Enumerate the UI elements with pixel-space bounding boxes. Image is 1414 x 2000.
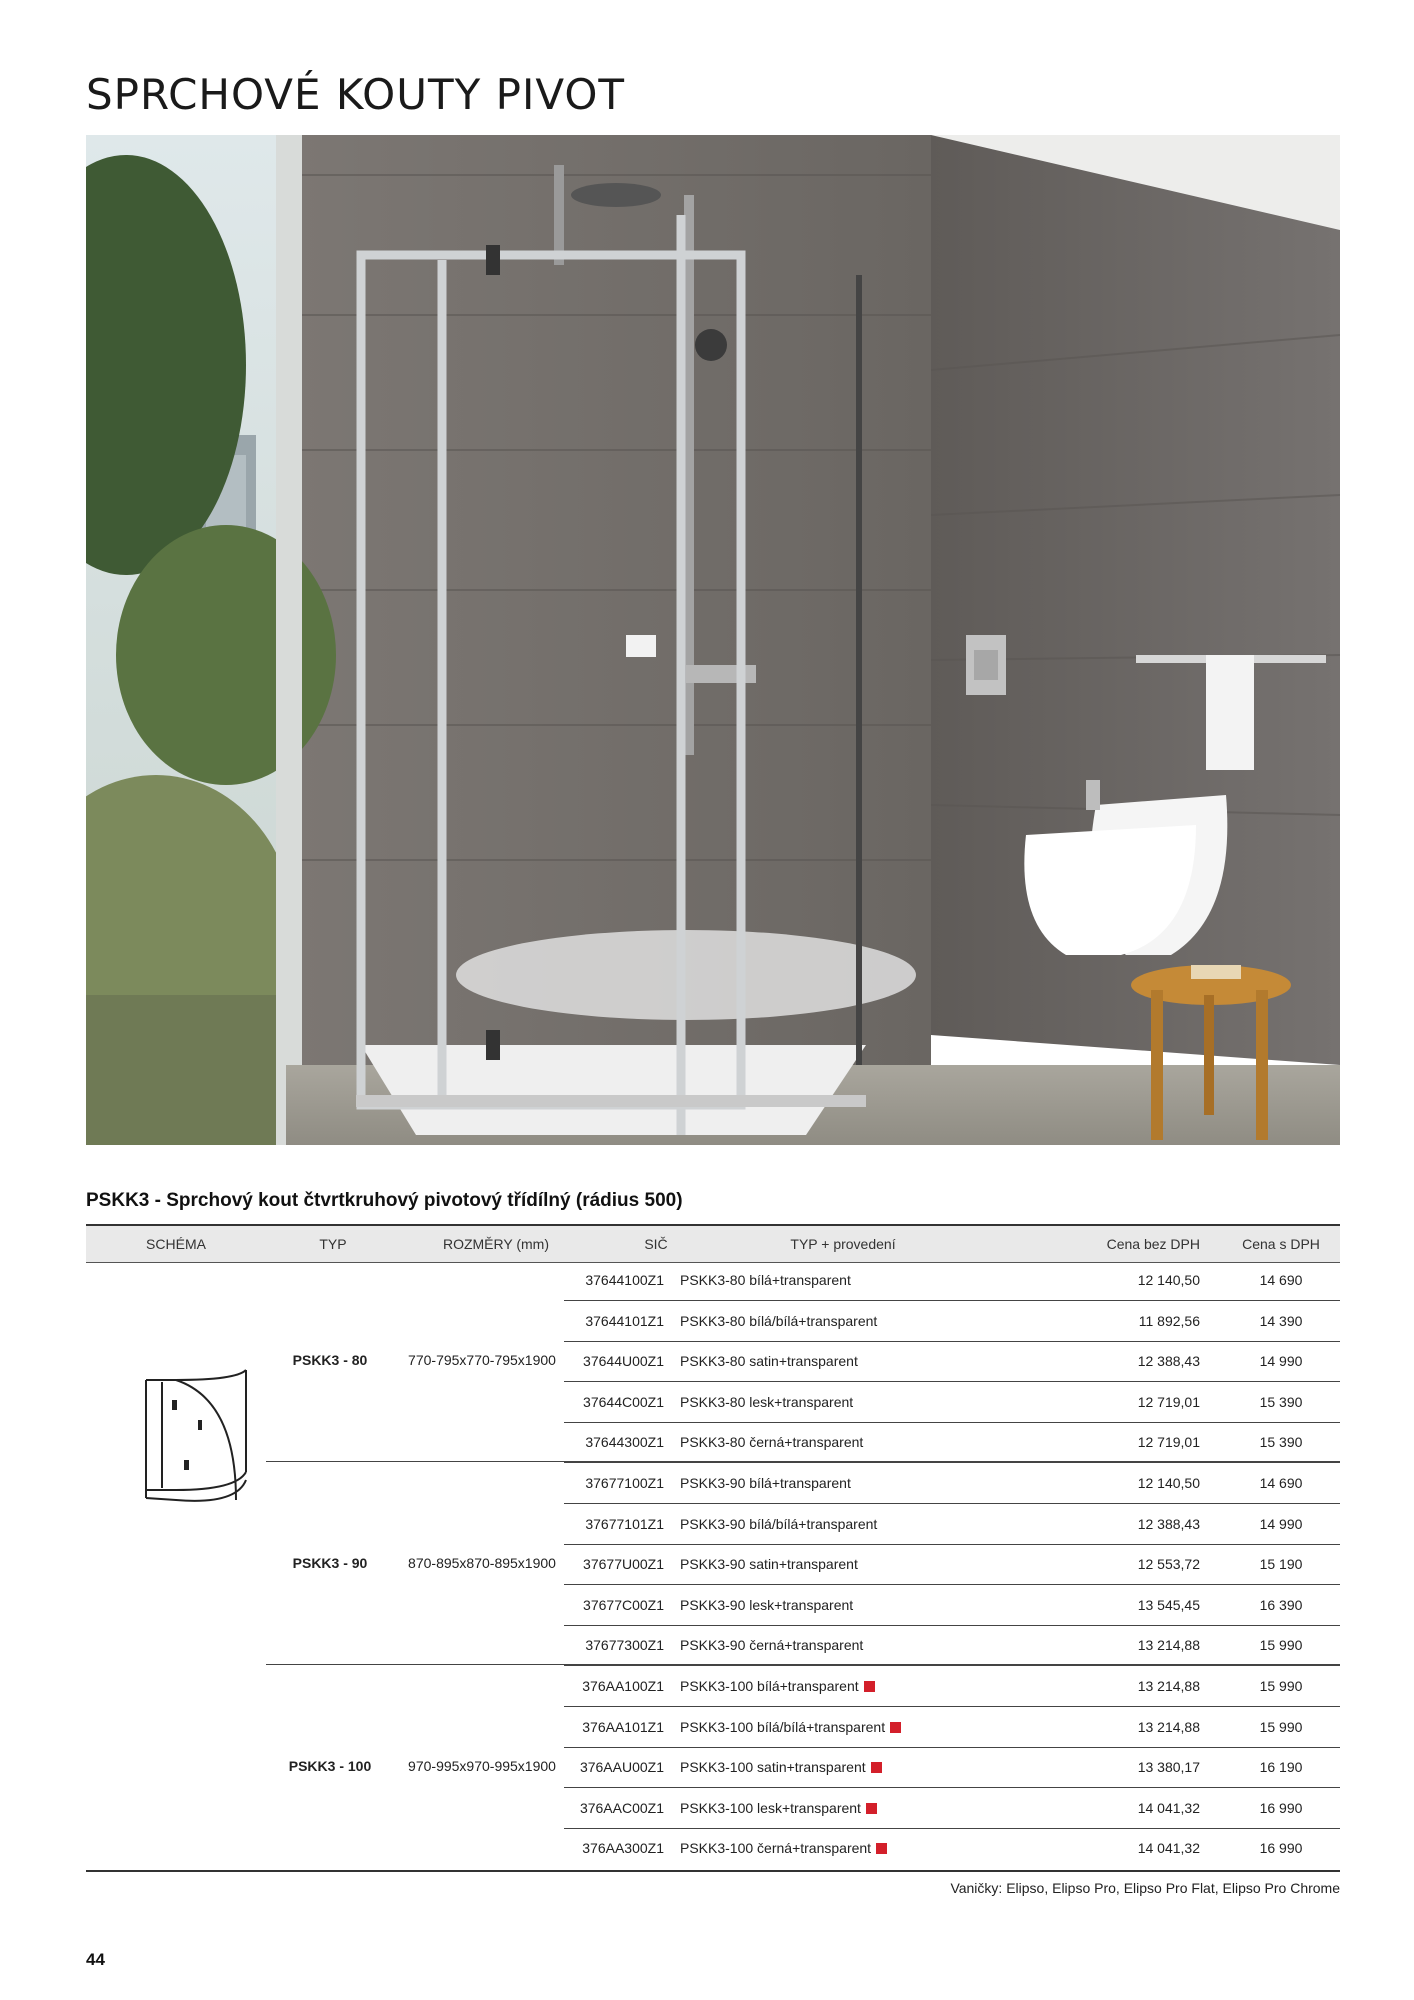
cell-cena-bez-dph-text: 12 553,72 (1137, 1556, 1200, 1573)
cell-cena-s-dph (1236, 1313, 1326, 1329)
cell-cena-bez-dph (1090, 1719, 1200, 1735)
cell-typ-provedeni-text: PSKK3-90 bílá/bílá+transparent (680, 1515, 878, 1532)
cell-sic-text: 37644300Z1 (585, 1434, 664, 1451)
cell-typ-provedeni (680, 1313, 877, 1329)
cell-typ-provedeni (680, 1840, 887, 1856)
cell-cena-bez-dph-text: 13 214,88 (1137, 1678, 1200, 1694)
cell-cena-bez-dph (1090, 1678, 1200, 1694)
cell-typ-provedeni (680, 1637, 863, 1653)
cell-sic-text: 37677C00Z1 (583, 1596, 664, 1613)
footnote: Vaničky: Elipso, Elipso Pro, Elipso Pro Flat, Elipso Pro Chrome (950, 1880, 1340, 1896)
cell-sic (564, 1556, 664, 1572)
cell-cena-s-dph (1236, 1840, 1326, 1856)
cell-typ-provedeni-text: PSKK3-100 černá+transparent (680, 1840, 872, 1857)
cell-sic-text: 376AA100Z1 (582, 1678, 664, 1694)
price-table (86, 1260, 1340, 1870)
cell-sic-text: 37677101Z1 (585, 1515, 664, 1532)
cell-sic (564, 1434, 664, 1450)
table-row (564, 1422, 1340, 1463)
cell-sic (564, 1840, 664, 1856)
cell-cena-bez-dph-text: 13 214,88 (1137, 1718, 1200, 1735)
cell-cena-bez-dph-text: 13 545,45 (1137, 1596, 1200, 1613)
group-rozmery: 770-795x770-795x1900 (408, 1352, 556, 1368)
cell-cena-bez-dph-text: 12 719,01 (1137, 1434, 1200, 1451)
cell-cena-bez-dph (1090, 1475, 1200, 1491)
cell-sic (564, 1353, 664, 1369)
table-row (564, 1382, 1340, 1423)
table-title: PSKK3 - Sprchový kout čtvrtkruhový pivotový třídílný (rádius 500) (86, 1190, 683, 1211)
cell-typ-provedeni-text: PSKK3-100 bílá/bílá+transparent (680, 1718, 886, 1735)
cell-typ-provedeni-text: PSKK3-80 satin+transparent (680, 1353, 858, 1370)
cell-cena-bez-dph-text: 12 388,43 (1137, 1353, 1200, 1370)
cell-cena-s-dph-text: 15 190 (1259, 1556, 1303, 1573)
table-row (564, 1828, 1340, 1868)
cell-cena-s-dph (1236, 1556, 1326, 1572)
cell-typ-provedeni (680, 1719, 901, 1735)
cell-cena-s-dph (1236, 1800, 1326, 1816)
cell-sic (564, 1719, 664, 1735)
cell-cena-s-dph-text: 16 190 (1259, 1759, 1303, 1776)
cell-cena-s-dph-text: 14 390 (1259, 1312, 1303, 1329)
cell-cena-bez-dph (1090, 1597, 1200, 1613)
table-row (564, 1585, 1340, 1626)
cell-typ-provedeni-text: PSKK3-90 černá+transparent (680, 1637, 864, 1654)
cell-sic-text: 376AAC00Z1 (579, 1799, 664, 1816)
column-header-cena-bez-dph: Cena bez DPH (1106, 1236, 1200, 1252)
cell-cena-bez-dph-text: 13 380,17 (1137, 1759, 1200, 1776)
cell-cena-s-dph (1236, 1475, 1326, 1491)
cell-cena-bez-dph (1090, 1556, 1200, 1572)
table-row (564, 1625, 1340, 1666)
group-rozmery: 870-895x870-895x1900 (408, 1555, 556, 1571)
cell-cena-bez-dph-text: 11 892,56 (1138, 1312, 1200, 1329)
cell-typ-provedeni (680, 1353, 858, 1369)
cell-typ-provedeni (680, 1475, 851, 1491)
cell-typ-provedeni-text: PSKK3-90 bílá+transparent (680, 1475, 851, 1491)
cell-cena-bez-dph (1090, 1759, 1200, 1775)
cell-sic-text: 37677100Z1 (585, 1475, 664, 1491)
cell-sic (564, 1475, 664, 1491)
cell-sic (564, 1516, 664, 1532)
column-header-rozmery: ROZMĚRY (mm) (442, 1236, 550, 1252)
table-row (564, 1747, 1340, 1788)
cell-cena-bez-dph-text: 12 388,43 (1137, 1515, 1200, 1532)
group-typ: PSKK3 - 100 (288, 1758, 372, 1774)
cell-typ-provedeni-text: PSKK3-80 bílá+transparent (680, 1272, 851, 1288)
table-row (564, 1666, 1340, 1707)
cell-sic-text: 37644C00Z1 (583, 1393, 664, 1410)
cell-sic-text: 376AA101Z1 (582, 1718, 664, 1735)
cell-cena-bez-dph (1090, 1434, 1200, 1450)
table-row (564, 1707, 1340, 1748)
cell-cena-s-dph-text: 15 390 (1259, 1434, 1303, 1451)
cell-sic-text: 37677300Z1 (585, 1637, 664, 1654)
cell-typ-provedeni-text: PSKK3-80 lesk+transparent (680, 1393, 854, 1410)
cell-sic-text: 37644101Z1 (585, 1312, 664, 1329)
cell-cena-bez-dph-text: 12 140,50 (1137, 1475, 1200, 1491)
table-bottom-rule (86, 1870, 1340, 1872)
cell-cena-s-dph (1236, 1637, 1326, 1653)
table-row (564, 1463, 1340, 1504)
group-typ: PSKK3 - 90 (292, 1555, 368, 1571)
cell-cena-bez-dph (1090, 1394, 1200, 1410)
cell-sic-text: 37677U00Z1 (583, 1556, 664, 1573)
table-row (564, 1341, 1340, 1382)
cell-typ-provedeni (680, 1597, 853, 1613)
cell-cena-s-dph-text: 15 990 (1259, 1718, 1303, 1735)
cell-typ-provedeni (680, 1434, 863, 1450)
cell-sic (564, 1759, 664, 1775)
cell-cena-bez-dph (1090, 1313, 1200, 1329)
cell-cena-s-dph-text: 14 690 (1259, 1475, 1303, 1491)
table-row (564, 1544, 1340, 1585)
cell-cena-s-dph-text: 14 990 (1259, 1353, 1303, 1370)
column-header-cena-s-dph: Cena s DPH (1242, 1236, 1320, 1252)
cell-cena-s-dph-text: 16 990 (1259, 1840, 1303, 1857)
table-row (564, 1260, 1340, 1301)
table-header (86, 1224, 1340, 1263)
cell-cena-s-dph-text: 15 990 (1259, 1637, 1303, 1654)
cell-cena-bez-dph (1090, 1840, 1200, 1856)
cell-cena-s-dph (1236, 1272, 1326, 1288)
table-row (564, 1788, 1340, 1829)
cell-cena-s-dph-text: 16 390 (1259, 1596, 1303, 1613)
cell-typ-provedeni (680, 1516, 877, 1532)
cell-sic (564, 1272, 664, 1288)
cell-typ-provedeni (680, 1272, 851, 1288)
cell-sic (564, 1637, 664, 1653)
cell-typ-provedeni (680, 1759, 882, 1775)
cell-cena-bez-dph-text: 12 719,01 (1137, 1393, 1200, 1410)
cell-cena-bez-dph (1090, 1272, 1200, 1288)
cell-cena-bez-dph (1090, 1800, 1200, 1816)
cell-typ-provedeni-text: PSKK3-80 černá+transparent (680, 1434, 864, 1451)
cell-cena-s-dph (1236, 1434, 1326, 1450)
column-header-sic: SIČ (644, 1236, 668, 1252)
cell-cena-s-dph-text: 15 390 (1259, 1393, 1303, 1410)
group-rozmery: 970-995x970-995x1900 (408, 1758, 556, 1774)
column-header-typ: TYP (319, 1236, 347, 1252)
table-row (564, 1301, 1340, 1342)
cell-sic-text: 37644100Z1 (585, 1272, 664, 1288)
product-photo (86, 135, 1340, 1145)
cell-typ-provedeni-text: PSKK3-80 bílá/bílá+transparent (680, 1312, 878, 1329)
cell-cena-s-dph (1236, 1516, 1326, 1532)
cell-cena-s-dph (1236, 1597, 1326, 1613)
cell-cena-bez-dph (1090, 1637, 1200, 1653)
new-product-marker-icon (876, 1843, 887, 1854)
column-header-typ-provedeni: TYP + provedení (790, 1236, 896, 1252)
cell-typ-provedeni (680, 1800, 877, 1816)
cell-sic (564, 1313, 664, 1329)
cell-sic (564, 1394, 664, 1410)
cell-typ-provedeni-text: PSKK3-100 bílá+transparent (680, 1678, 859, 1694)
cell-typ-provedeni-text: PSKK3-90 lesk+transparent (680, 1596, 854, 1613)
cell-cena-bez-dph-text: 13 214,88 (1137, 1637, 1200, 1654)
cell-cena-s-dph-text: 14 990 (1259, 1515, 1303, 1532)
quarter-circle-shower-schema-icon (136, 1360, 276, 1510)
new-product-marker-icon (866, 1803, 877, 1814)
cell-cena-s-dph (1236, 1394, 1326, 1410)
cell-cena-s-dph-text: 15 990 (1259, 1678, 1303, 1694)
cell-typ-provedeni (680, 1556, 858, 1572)
cell-cena-bez-dph (1090, 1516, 1200, 1532)
cell-sic-text: 376AA300Z1 (582, 1840, 664, 1857)
cell-typ-provedeni (680, 1394, 853, 1410)
cell-cena-s-dph (1236, 1353, 1326, 1369)
new-product-marker-icon (864, 1681, 875, 1692)
cell-cena-bez-dph-text: 14 041,32 (1137, 1799, 1200, 1816)
cell-typ-provedeni-text: PSKK3-90 satin+transparent (680, 1556, 858, 1573)
cell-cena-bez-dph-text: 14 041,32 (1137, 1840, 1200, 1857)
cell-cena-s-dph-text: 14 690 (1259, 1272, 1303, 1288)
cell-sic (564, 1678, 664, 1694)
cell-typ-provedeni-text: PSKK3-100 lesk+transparent (680, 1799, 861, 1816)
cell-sic-text: 376AAU00Z1 (579, 1759, 664, 1776)
cell-sic (564, 1800, 664, 1816)
new-product-marker-icon (871, 1762, 882, 1773)
column-header-schema: SCHÉMA (146, 1236, 206, 1252)
cell-cena-s-dph-text: 16 990 (1259, 1799, 1303, 1816)
page-number: 44 (86, 1950, 105, 1969)
cell-typ-provedeni (680, 1678, 875, 1694)
cell-cena-s-dph (1236, 1719, 1326, 1735)
cell-cena-s-dph (1236, 1678, 1326, 1694)
cell-cena-bez-dph-text: 12 140,50 (1137, 1272, 1200, 1288)
cell-typ-provedeni-text: PSKK3-100 satin+transparent (680, 1759, 866, 1776)
group-typ: PSKK3 - 80 (292, 1352, 368, 1368)
new-product-marker-icon (890, 1722, 901, 1733)
page-title: SPRCHOVÉ KOUTY PIVOT (86, 70, 626, 119)
cell-cena-bez-dph (1090, 1353, 1200, 1369)
table-row (564, 1504, 1340, 1545)
cell-sic-text: 37644U00Z1 (583, 1353, 664, 1370)
cell-sic (564, 1597, 664, 1613)
cell-cena-s-dph (1236, 1759, 1326, 1775)
